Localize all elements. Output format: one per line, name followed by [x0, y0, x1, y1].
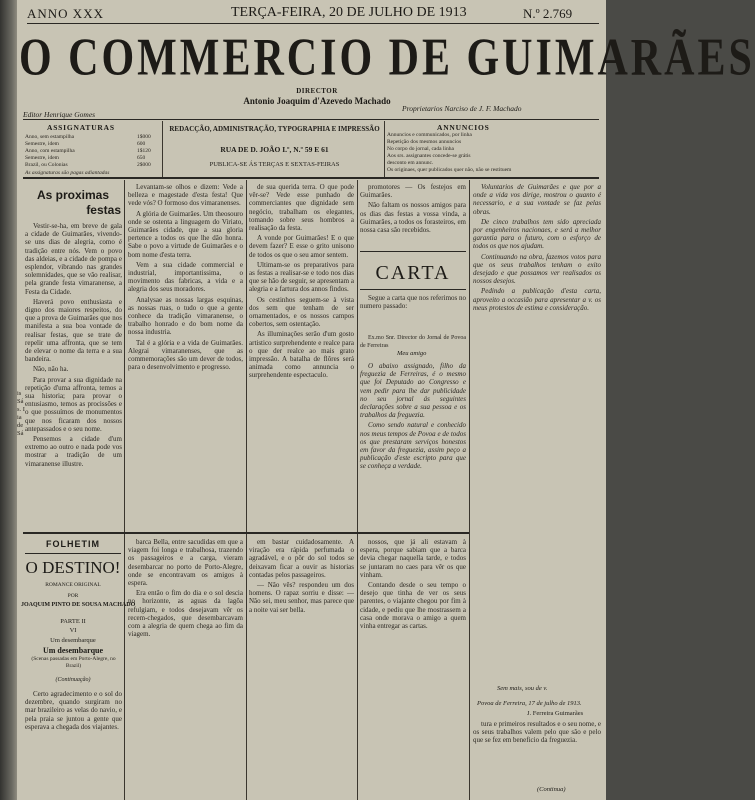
subscription-price: 2$000 [137, 162, 151, 168]
folhetim-part-num: VI [69, 627, 77, 634]
announcement-row: Os originaes, quer publicados quer não, não se restituem [387, 167, 512, 173]
issue-date: TERÇA-FEIRA, 20 DE JULHO DE 1913 [231, 5, 467, 20]
publication-days: PUBLICA-SE ÁS TERÇAS E SEXTAS-FEIRAS [209, 161, 340, 168]
folhetim-continuation: (Continuação) [55, 677, 91, 683]
subscription-row: Semestre, idem [25, 155, 59, 161]
subscription-price: 1$000 [137, 134, 151, 140]
letter-place-date: Povoa de Ferreira, 17 de julho de 1913. [477, 700, 582, 707]
folhetim-opening: Certo agradecimento e o sol do dezembre, quando surgiram no mar brazileiro as velas do navio, e pela praia se juntou a gente que esperava a chegada dos viajantes. [25, 690, 122, 731]
subscriptions-title: ASSIGNATURAS [47, 123, 115, 132]
subscription-row: Semestre, idem [25, 141, 59, 147]
column-5-continued: tura e primeiros resultados e o seu nome, e os seus trabalhos valem pelo que são e pelo que se fez em beneficio da freguezia. [473, 720, 601, 745]
subscription-price: 650 [137, 155, 146, 161]
article-title-festas-2: festas [86, 203, 121, 217]
director-name: Antonio Joaquim d'Azevedo Machado [243, 96, 391, 106]
subscription-price: 1$120 [137, 148, 151, 154]
folhetim-chapter-title: Um desembarque [42, 646, 104, 655]
masthead-title: O COMMERCIO DE GUIMARÃES [19, 29, 755, 87]
paper-sheet [17, 0, 755, 800]
announcement-row: Repetição dos mesmos annuncios [387, 139, 462, 145]
announcement-row: Annuncios e communicados, por linha [387, 132, 472, 138]
carta-greeting: Meu amigo [397, 350, 427, 357]
announcement-row: Aos srs. assignantes concede-se grátis [387, 153, 471, 159]
folhetim-col-2: barca Bella, entre sacudidas em que a viagem foi longa e trabalhosa, trazendo os passageiros e a carga, vieram desembarcar no porto de Porto-Alegre, onde se encontravam os amigos à espera. Era então o fim do dia e o sol descia no horizonte, as aguas da lagôa refulgiam, e todos desejavam vêr os recem-chegados, que desembarcavam com a alegria de quem chega ao fim da viagem. [128, 538, 243, 639]
festas-body: Vestir-se-ha, em breve de gala a cidade de Guimarães, vivendo-se uns dias de alegria, como é tradição entre nós. Vem o povo das aldeias, e a cidade de pompa e esplendor, vibrando nas grandes solemnidades, que se vão realisar, pela grande festa vimaranense, a Festa da Cidade. Haverá povo enthusiasta e digno dos maiores respeitos, do que a prova de Guimarães que nos manifesta a sua boa vontade de realisar festas, que se trate de repelir uma affronta, que se tem de elevar o nome da terra e a sua bandeira. Não, não ha. Para provar a sua dignidade na repetição d'uma affronta, temos a sua historia; para provar o entusiasmo, temos as procissões e o que possuímos de monumentos que nos ficaram dos nossos antepassados e o seu nome. Pensemos a cidade d'um extremo ao outro e nada pode vos mostrar a tradição de um vimaranense illustre. [25, 222, 122, 468]
article-title-festas-1: As proximas [36, 188, 110, 202]
carta-salutation: Ex.mo Snr. Director do Jornal de Povoa de Ferreiras [360, 335, 466, 350]
left-edge-fragment: is Sá s. I ia de Sá [17, 390, 25, 437]
folhetim-part: PARTE II [60, 618, 86, 625]
column-2-text: Levantam-se olhos e dizem: Vede a belleza e magestade d'esta festa! Que vede vós? O formoso dos vimaranenses. A glória de Guimarães. Um theosouro onde se ostenta a linguagem do Viriato, Guimarães cidade, que a sua gloria pertence a todos os que lhe dão honra. Sabe o povo a virtude de Guimarães e o bom nome d'esta terra. Vem a sua cidade commercial e industrial, importantissima, o movimento das fabricas, a vida e a alegria dos seus moradores. Analysae as nossas largas esquinas, as nossas ruas, o tudo o que a gente conhece da tradição vimaranense, o trabalho honrado e do bom nome da nossa industria. Tal é a glória e a vida de Guimarães. Alegrai vimaranenses, que as commemorações são um dever de todos, para o desenvolvimento e progresso. [128, 183, 243, 372]
folhetim-note: (Scenas passadas em Porto-Alegre, no Brazil) [31, 656, 116, 669]
col5-continues: (Continua) [537, 786, 566, 793]
announcement-row: desconto em annunc. [387, 160, 434, 166]
director-label: DIRECTOR [296, 87, 338, 95]
carta-body: O abaixo assignado, filho da freguezia de Ferreiras, é o mesmo que foi Deputado ao Congresso e vem pedir para lhe dar publicidade no seu jornal ás seguintes declarações sobre a sua pessoa e os trabalhos da freguezia. Como sendo natural e conhecido nos meus tempos de Povoa e de todos os que prestaram serviços honestos em favor da freguezia, assim peço a publicação d'este escripto para que se conheça a verdade. [360, 362, 466, 471]
letter-signature: J. Ferreira Guimarães [527, 710, 584, 717]
announcements-title: ANNUNCIOS [437, 123, 490, 132]
issue-year: ANNO XXX [27, 6, 104, 21]
redaction-label: REDACÇÃO, ADMINISTRAÇÃO, TYPOGRAPHIA E IMPRESSÃO [169, 125, 380, 133]
subscription-price: 600 [137, 141, 146, 147]
letter-closing: Sem mais, sou de v. [497, 685, 548, 692]
folhetim-col-3: em bastar cuidadosamente. A viração era rápida perfumada o agradável, e o pôr do sol todos se deixavam ficar a ouvir as historias contadas pelos passageiros. — Não vês? respondeu um dos homens. O rapaz sorriu e disse: — Não sei, meu senhor, mas parece que a noite vai ser bella. [249, 538, 354, 614]
column-4-intro: promotores — Os festejos em Guimarães. Não faltam os nossos amigos para os dias das festas a vossa vinda, a Guimarães, a todos os forasteiros, em nossa casa são recebidos. [360, 183, 466, 235]
subscription-note: As assignaturas são pagas adiantadas [25, 170, 110, 176]
folhetim-chapter: Um desembarque [50, 637, 96, 644]
editor-line: Editor Henrique Gomes [23, 110, 96, 119]
carta-title: CARTA [375, 262, 451, 284]
subscription-row: Anno, com estampilha [25, 148, 75, 154]
announcement-row: No corpo do jornal, cada linha [387, 146, 454, 152]
carta-intro: Segue a carta que nos referimos no numero passado: [360, 294, 466, 311]
subscription-row: Brazil, ou Colonias [25, 162, 68, 168]
folhetim-by: POR [67, 593, 79, 599]
column-5-text: Voluntarios de Guimarães e que por a onde a vida vos dirige, mostrou o quanto é necessario, e a sua vontade se faz pelas obras. De cinco trabalhos tem sido apreciada por engenheiros nacionaes, e será a melhor garantia para o futuro, com o esforço de todos os que nos ajudam. Continuando na obra, fazemos votos para que os seus trabalhos tenham o exito desejado e que possamos ver realisados os nossos desejos. Pedindo a publicação d'esta carta, aproveito a occasião para apresentar a v. os meus protestos de estima e consideração. [473, 183, 601, 312]
owners-line: Proprietarios Narciso de J. F. Machado [402, 104, 522, 113]
folhetim-author: JOAQUIM PINTO DE SOUSA MACHADO [21, 602, 136, 608]
binding-edge [0, 0, 17, 800]
column-3-text: de sua querida terra. O que pode vêr-se? Vede esse punhado de commerciantes que dignidade sem negócio, trabalham os elegantes, tomando sobre seus hombros a realisação da festa. A vonde por Guimarães! E o que devem fazer? E esse o grito unisono de todos os que o seu amor sentem. Ultimam-se os preparativos para as festas a realisar-se e todo nos dias que se hão de seguir, se apresentam a alegria e a fartura dos annos findos. Os cestinhos seguem-se à vista dos sem que tenham de ser ornamentados, e os nossos campos cobertos, sem ostentação. As illuminações serão d'um gosto artistico surprehendente e realce para o que der realce ao mais grato impressão. A batalha de flôres será animada como annuncia o surprehendente espectaculo. [249, 183, 354, 380]
folhetim-label: FOLHETIM [46, 539, 100, 549]
folhetim-subtitle: ROMANCE ORIGINAL [45, 582, 101, 588]
issue-number: N.º 2.769 [523, 6, 573, 21]
folhetim-col-4: nossos, que já ali estavam à espera, porque sabiam que a barca devia chegar naquella tarde, e todos se juntaram no caes para vêr os que vinham. Contando desde o seu tempo o desejo que tinha de ver os seus parentes, o viajante chegou por fim à cidade, e pediu que lhe mostrassem a casa onde morava o amigo a quem vinha entregar as cartas. [360, 538, 466, 631]
subscription-row: Anno, sem estampilha [25, 134, 75, 140]
folhetim-title: O DESTINO! [25, 558, 121, 577]
address-line: RUA DE D. JOÃO I.º, N.º 59 E 61 [220, 145, 329, 154]
